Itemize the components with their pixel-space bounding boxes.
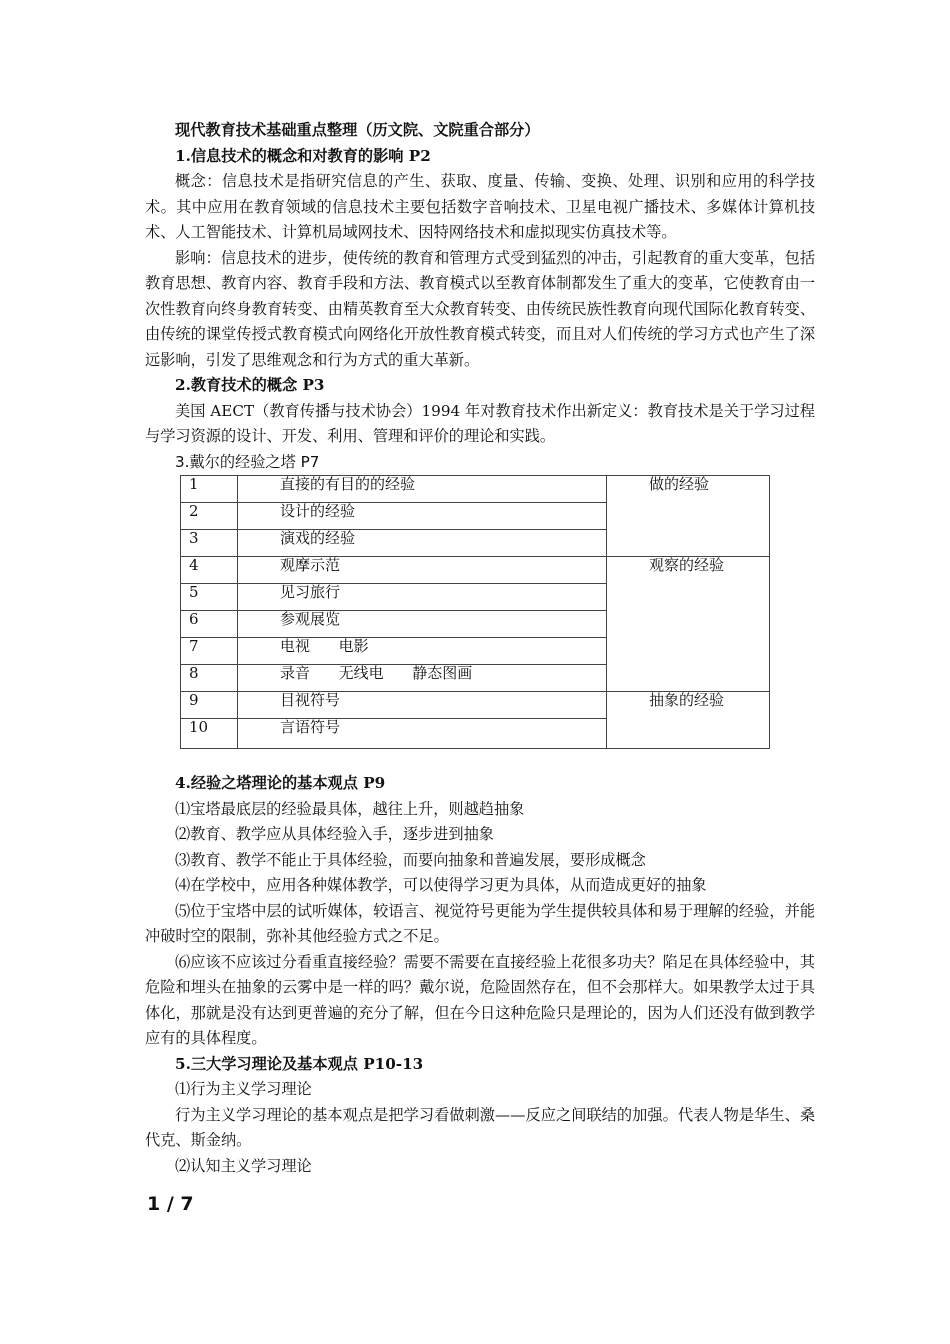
section-4-item: ⑵教育、教学应从具体经验入手，逐步进到抽象	[175, 825, 494, 843]
document-content	[145, 118, 815, 1179]
experience-name: 参观展览	[238, 611, 607, 638]
row-number: 5	[181, 584, 238, 611]
row-number: 7	[181, 638, 238, 665]
section-2-heading: 2.教育技术的概念 P3	[175, 376, 325, 394]
experience-name: 录音 无线电 静态图画	[238, 665, 607, 692]
section-4-item: ⑸位于宝塔中层的试听媒体，较语言、视觉符号更能为学生提供较具体和易于理解的经验，并能冲破时空的限制，弥补其他经验方式之不足。	[145, 901, 815, 945]
section-1-concept: 概念：信息技术是指研究信息的产生、获取、度量、传输、变换、处理、识别和应用的科学技术。其中应用在教育领域的信息技术主要包括数字音响技术、卫星电视广播技术、多媒体计算机技术、人工智能技术、计算机局域网技术、因特网络技术和虚拟现实仿真技术等。	[145, 172, 815, 241]
section-5-subheading: ⑴行为主义学习理论	[175, 1080, 312, 1098]
row-number: 8	[181, 665, 238, 692]
section-4-item: ⑹应该不应该过分看重直接经验？需要不需要在直接经验上花很多功夫？陷足在具体经验中，其危险和埋头在抽象的云雾中是一样的吗？戴尔说，危险固然存在，但不会那样大。如果教学太过于具体化，那就是没有达到更普遍的充分了解，但在今日这种危险只是理论的，因为人们还没有做到教学应有的具体程度。	[145, 952, 815, 1047]
experience-name: 言语符号	[238, 719, 607, 749]
group-abstract: 抽象的经验	[607, 692, 770, 749]
group-doing: 做的经验	[607, 476, 770, 557]
section-1-impact: 影响：信息技术的进步，使传统的教育和管理方式受到猛烈的冲击，引起教育的重大变革，包括教育思想、教育内容、教育手段和方法、教育模式以至教育体制都发生了重大的变革，它使教育由一次性教育向终身教育转变、由精英教育至大众教育转变、由传统民族性教育向现代国际化教育转变、由传统的课堂传授式教育模式向网络化开放性教育模式转变，而且对人们传统的学习方式也产生了深远影响，引发了思维观念和行为方式的重大革新。	[145, 248, 815, 369]
experience-name: 设计的经验	[238, 503, 607, 530]
section-4-item: ⑴宝塔最底层的经验最具体，越往上升，则越趋抽象	[175, 799, 525, 818]
section-4-heading: 4.经验之塔理论的基本观点 P9	[175, 774, 386, 792]
group-observing: 观察的经验	[607, 557, 770, 692]
section-5-heading: 5.三大学习理论及基本观点 P10-13	[175, 1054, 424, 1073]
section-2-text: 美国 AECT（教育传播与技术协会）1994 年对教育技术作出新定义：教育技术是关于学习过程与学习资源的设计、开发、利用、管理和评价的理论和实践。	[145, 401, 815, 445]
section-1-heading: 1.信息技术的概念和对教育的影响 P2	[175, 146, 431, 165]
section-5-text: 行为主义学习理论的基本观点是把学习看做刺激——反应之间联结的加强。代表人物是华生、桑代克、斯金纳。	[145, 1105, 815, 1149]
experience-name: 演戏的经验	[238, 530, 607, 557]
experience-name: 电视 电影	[238, 638, 607, 665]
table-row	[181, 692, 770, 719]
row-number: 2	[181, 503, 238, 530]
section-3-heading: 3.戴尔的经验之塔 P7	[175, 452, 320, 471]
spacer	[145, 749, 815, 771]
experience-name: 见习旅行	[238, 584, 607, 611]
row-number: 10	[181, 719, 238, 749]
row-number: 4	[181, 557, 238, 584]
row-number: 6	[181, 611, 238, 638]
experience-name: 直接的有目的的经验	[238, 476, 607, 503]
table-row	[181, 476, 770, 503]
experience-name: 观摩示范	[238, 557, 607, 584]
section-4-item: ⑶教育、教学不能止于具体经验，而要向抽象和普遍发展，要形成概念	[175, 850, 646, 869]
row-number: 9	[181, 692, 238, 719]
section-4-item: ⑷在学校中，应用各种媒体教学，可以使得学习更为具体，从而造成更好的抽象	[175, 876, 707, 894]
page-number: 1 / 7	[147, 1193, 194, 1215]
experience-name: 目视符号	[238, 692, 607, 719]
section-5-subheading: ⑵认知主义学习理论	[175, 1156, 312, 1175]
document-title: 现代教育技术基础重点整理（历文院、文院重合部分）	[175, 121, 540, 139]
experience-tower-table	[180, 475, 770, 749]
row-number: 3	[181, 530, 238, 557]
table-row	[181, 557, 770, 584]
row-number: 1	[181, 476, 238, 503]
